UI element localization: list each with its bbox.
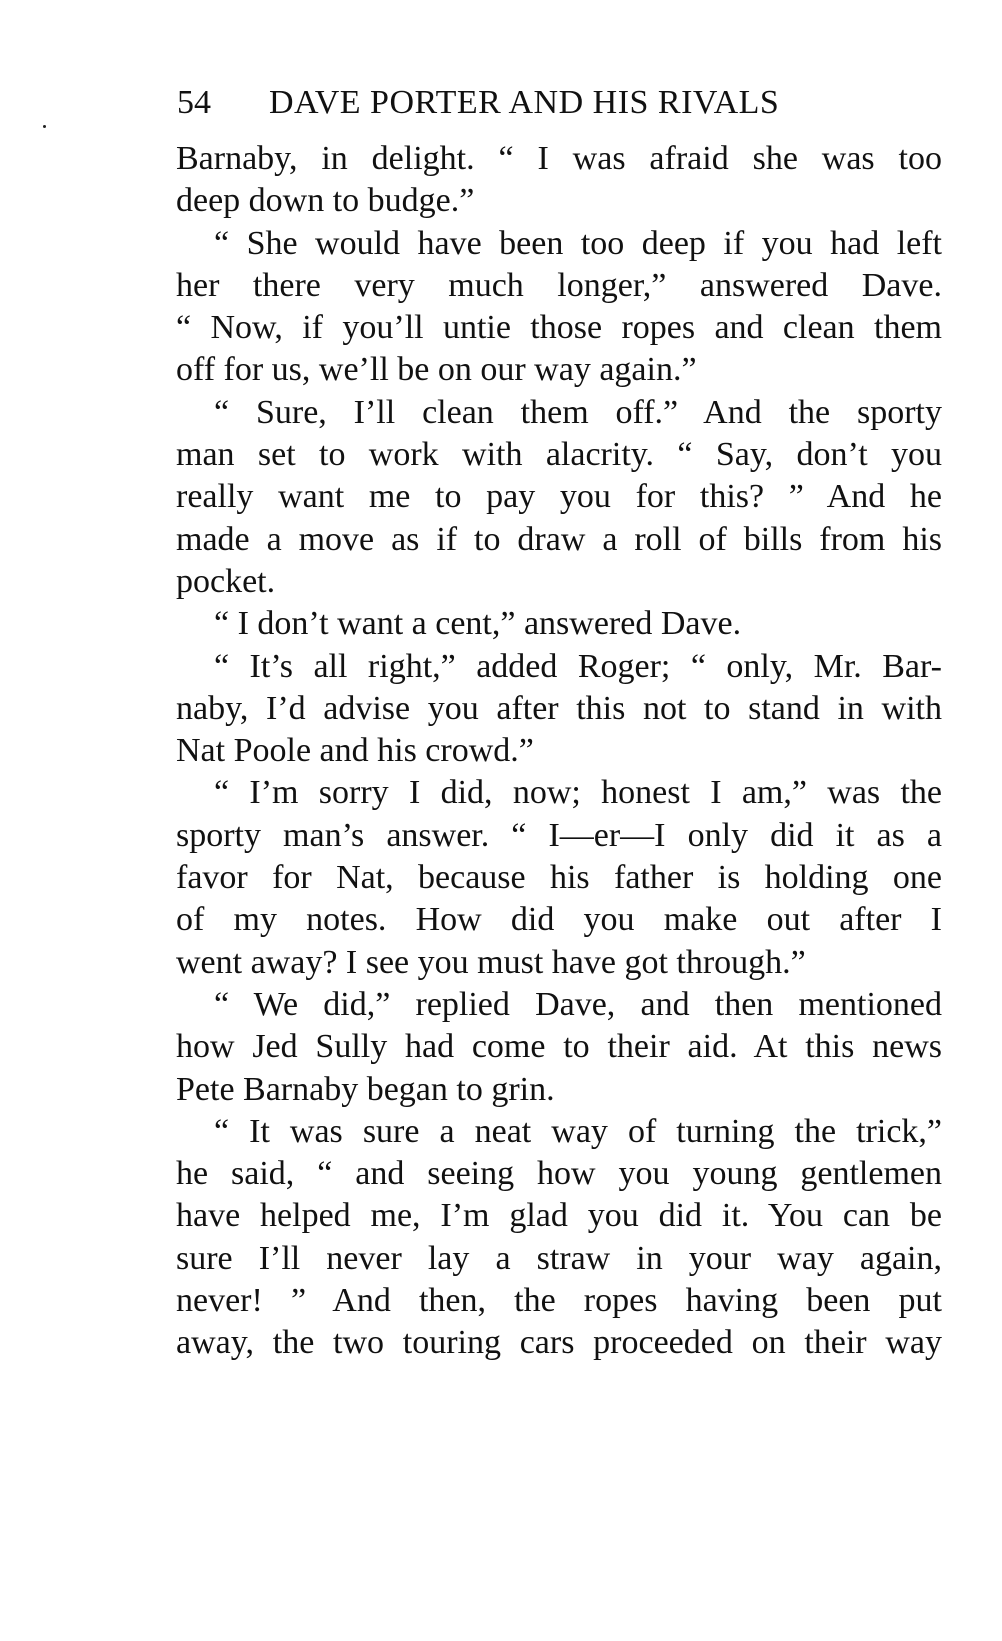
margin-speck [43, 125, 46, 128]
text-line: “ It was sure a neat way of turning the trick,” [214, 1112, 942, 1150]
text-line: off for us, we’ll be on our way again.” [176, 351, 697, 389]
text-line: Pete Barnaby began to grin. [176, 1070, 555, 1108]
text-line: went away? I see you must have got through.” [176, 943, 806, 981]
text-line: “ We did,” replied Dave, and then mentioned [214, 985, 942, 1023]
text-line: never! ” And then, the ropes having been put [176, 1282, 942, 1320]
text-line: really want me to pay you for this? ” And he [176, 478, 942, 516]
body-text [176, 138, 942, 1365]
text-line: Barnaby, in delight. “ I was afraid she was too [176, 140, 942, 177]
text-line: sporty man’s answer. “ I—er—I only did it as a [176, 816, 942, 854]
text-line: Nat Poole and his crowd.” [176, 732, 534, 770]
text-line: naby, I’d advise you after this not to stand in with [176, 689, 942, 727]
text-line: how Jed Sully had come to their aid. At this news [176, 1028, 942, 1066]
text-line: deep down to budge.” [176, 182, 475, 220]
text-line: “ She would have been too deep if you had left [214, 224, 942, 262]
page-number: 54 [177, 84, 211, 121]
text-line: “ Now, if you’ll untie those ropes and clean them [176, 309, 942, 347]
text-line: man set to work with alacrity. “ Say, don’t you [176, 436, 942, 474]
text-line: pocket. [176, 562, 276, 600]
text-line: “ I don’t want a cent,” answered Dave. [214, 605, 742, 643]
running-title: DAVE PORTER AND HIS RIVALS [269, 84, 780, 121]
text-line: “ I’m sorry I did, now; honest I am,” was the [214, 774, 942, 812]
running-head [177, 78, 937, 128]
text-line: favor for Nat, because his father is holding one [176, 859, 942, 897]
text-line: of my notes. How did you make out after I [176, 901, 942, 939]
text-line: made a move as if to draw a roll of bills from his [176, 520, 942, 558]
text-line: he said, “ and seeing how you young gentlemen [176, 1155, 942, 1193]
text-line: “ It’s all right,” added Roger; “ only, Mr. Bar- [214, 647, 942, 685]
text-line: away, the two touring cars proceeded on their way [176, 1324, 942, 1362]
text-line: sure I’ll never lay a straw in your way again, [176, 1239, 942, 1277]
text-line: “ Sure, I’ll clean them off.” And the sporty [214, 393, 942, 431]
text-line: her there very much longer,” answered Dave. [176, 266, 942, 304]
text-line: have helped me, I’m glad you did it. You can be [176, 1197, 942, 1235]
